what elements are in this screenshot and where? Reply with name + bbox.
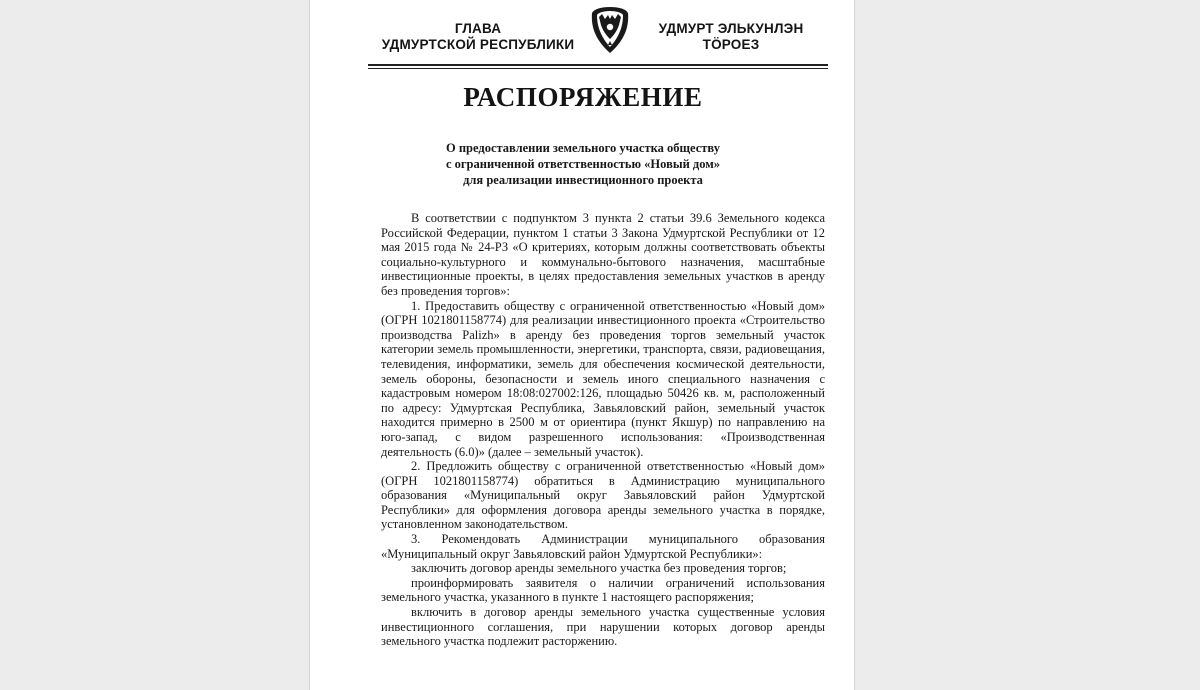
header-right-line1: УДМУРТ ЭЛЬКУНЛЭН bbox=[658, 21, 804, 36]
document-body bbox=[381, 211, 825, 649]
subject-line1: О предоставлении земельного участка обществу bbox=[445, 141, 721, 155]
document-subject bbox=[383, 140, 783, 188]
item-3-paragraph: 3. Рекомендовать Администрации муниципального образования «Муниципальный округ Завьяловский район Удмуртской Республики»: bbox=[381, 532, 825, 561]
subject-line3: для реализации инвестиционного проекта bbox=[463, 173, 703, 187]
header-right-line2: ТӦРОЕЗ bbox=[702, 37, 760, 52]
header-left-line2: УДМУРТСКОЙ РЕСПУБЛИКИ bbox=[381, 37, 575, 52]
item-2-paragraph: 2. Предложить обществу с ограниченной ответственностью «Новый дом» (ОГРН 1021801158774) обратиться в Администрацию муниципального образования «Муниципальный округ Завьяловский район Удмуртской Республики» для оформления договора аренды земельного участка в порядке, установленном законодательством. bbox=[381, 459, 825, 532]
coat-of-arms-icon bbox=[585, 5, 635, 55]
subject-line2: с ограниченной ответственностью «Новый дом» bbox=[445, 157, 721, 171]
header-divider-thin bbox=[368, 68, 828, 69]
item-3b-paragraph: проинформировать заявителя о наличии ограничений использования земельного участка, указанного в пункте 1 настоящего распоряжения; bbox=[381, 575, 825, 605]
item-3c-paragraph: включить в договор аренды земельного участка существенные условия инвестиционного соглашения, при нарушении которых договор аренды земельного участка подлежит расторжению. bbox=[381, 605, 825, 649]
item-1-paragraph: 1. Предоставить обществу с ограниченной ответственностью «Новый дом» (ОГРН 1021801158774) для реализации инвестиционного проекта «Строительство производства Palizh» в аренду без проведения торгов земельный участок категории земель промышленности, энергетики, транспорта, связи, радиовещания, телевидения, информатики, земель для обеспечения космической деятельности, земель обороны, безопасности и земель иного специального назначения с кадастровым номером 18:08:027002:126, площадью 50426 кв. м, расположенный по адресу: Удмуртская Республика, Завьяловский район, земельный участок находится примерно в 2500 м от ориентира (пункт Якшур) по направлению на юго-запад, с видом разрешенного использования: «Производственная деятельность (6.0)» (далее – земельный участок). bbox=[381, 298, 825, 459]
header-left-block bbox=[368, 21, 588, 53]
item-3a-paragraph: заключить договор аренды земельного участка без проведения торгов; bbox=[411, 561, 787, 576]
document-title: РАСПОРЯЖЕНИЕ bbox=[463, 82, 703, 112]
document-page bbox=[309, 0, 855, 690]
header-left-line1: ГЛАВА bbox=[454, 21, 502, 36]
preamble-paragraph: В соответствии с подпунктом 3 пункта 2 статьи 39.6 Земельного кодекса Российской Федерации, пунктом 1 статьи 3 Закона Удмуртской Республики от 12 мая 2015 года № 24-РЗ «О критериях, которым должны соответствовать объекты социально-культурного и коммунально-бытового назначения, масштабные инвестиционные проекты, в целях предоставления земельных участков в аренду без проведения торгов»: bbox=[381, 211, 825, 298]
header-right-block bbox=[646, 21, 816, 53]
header-divider-thick bbox=[368, 64, 828, 66]
